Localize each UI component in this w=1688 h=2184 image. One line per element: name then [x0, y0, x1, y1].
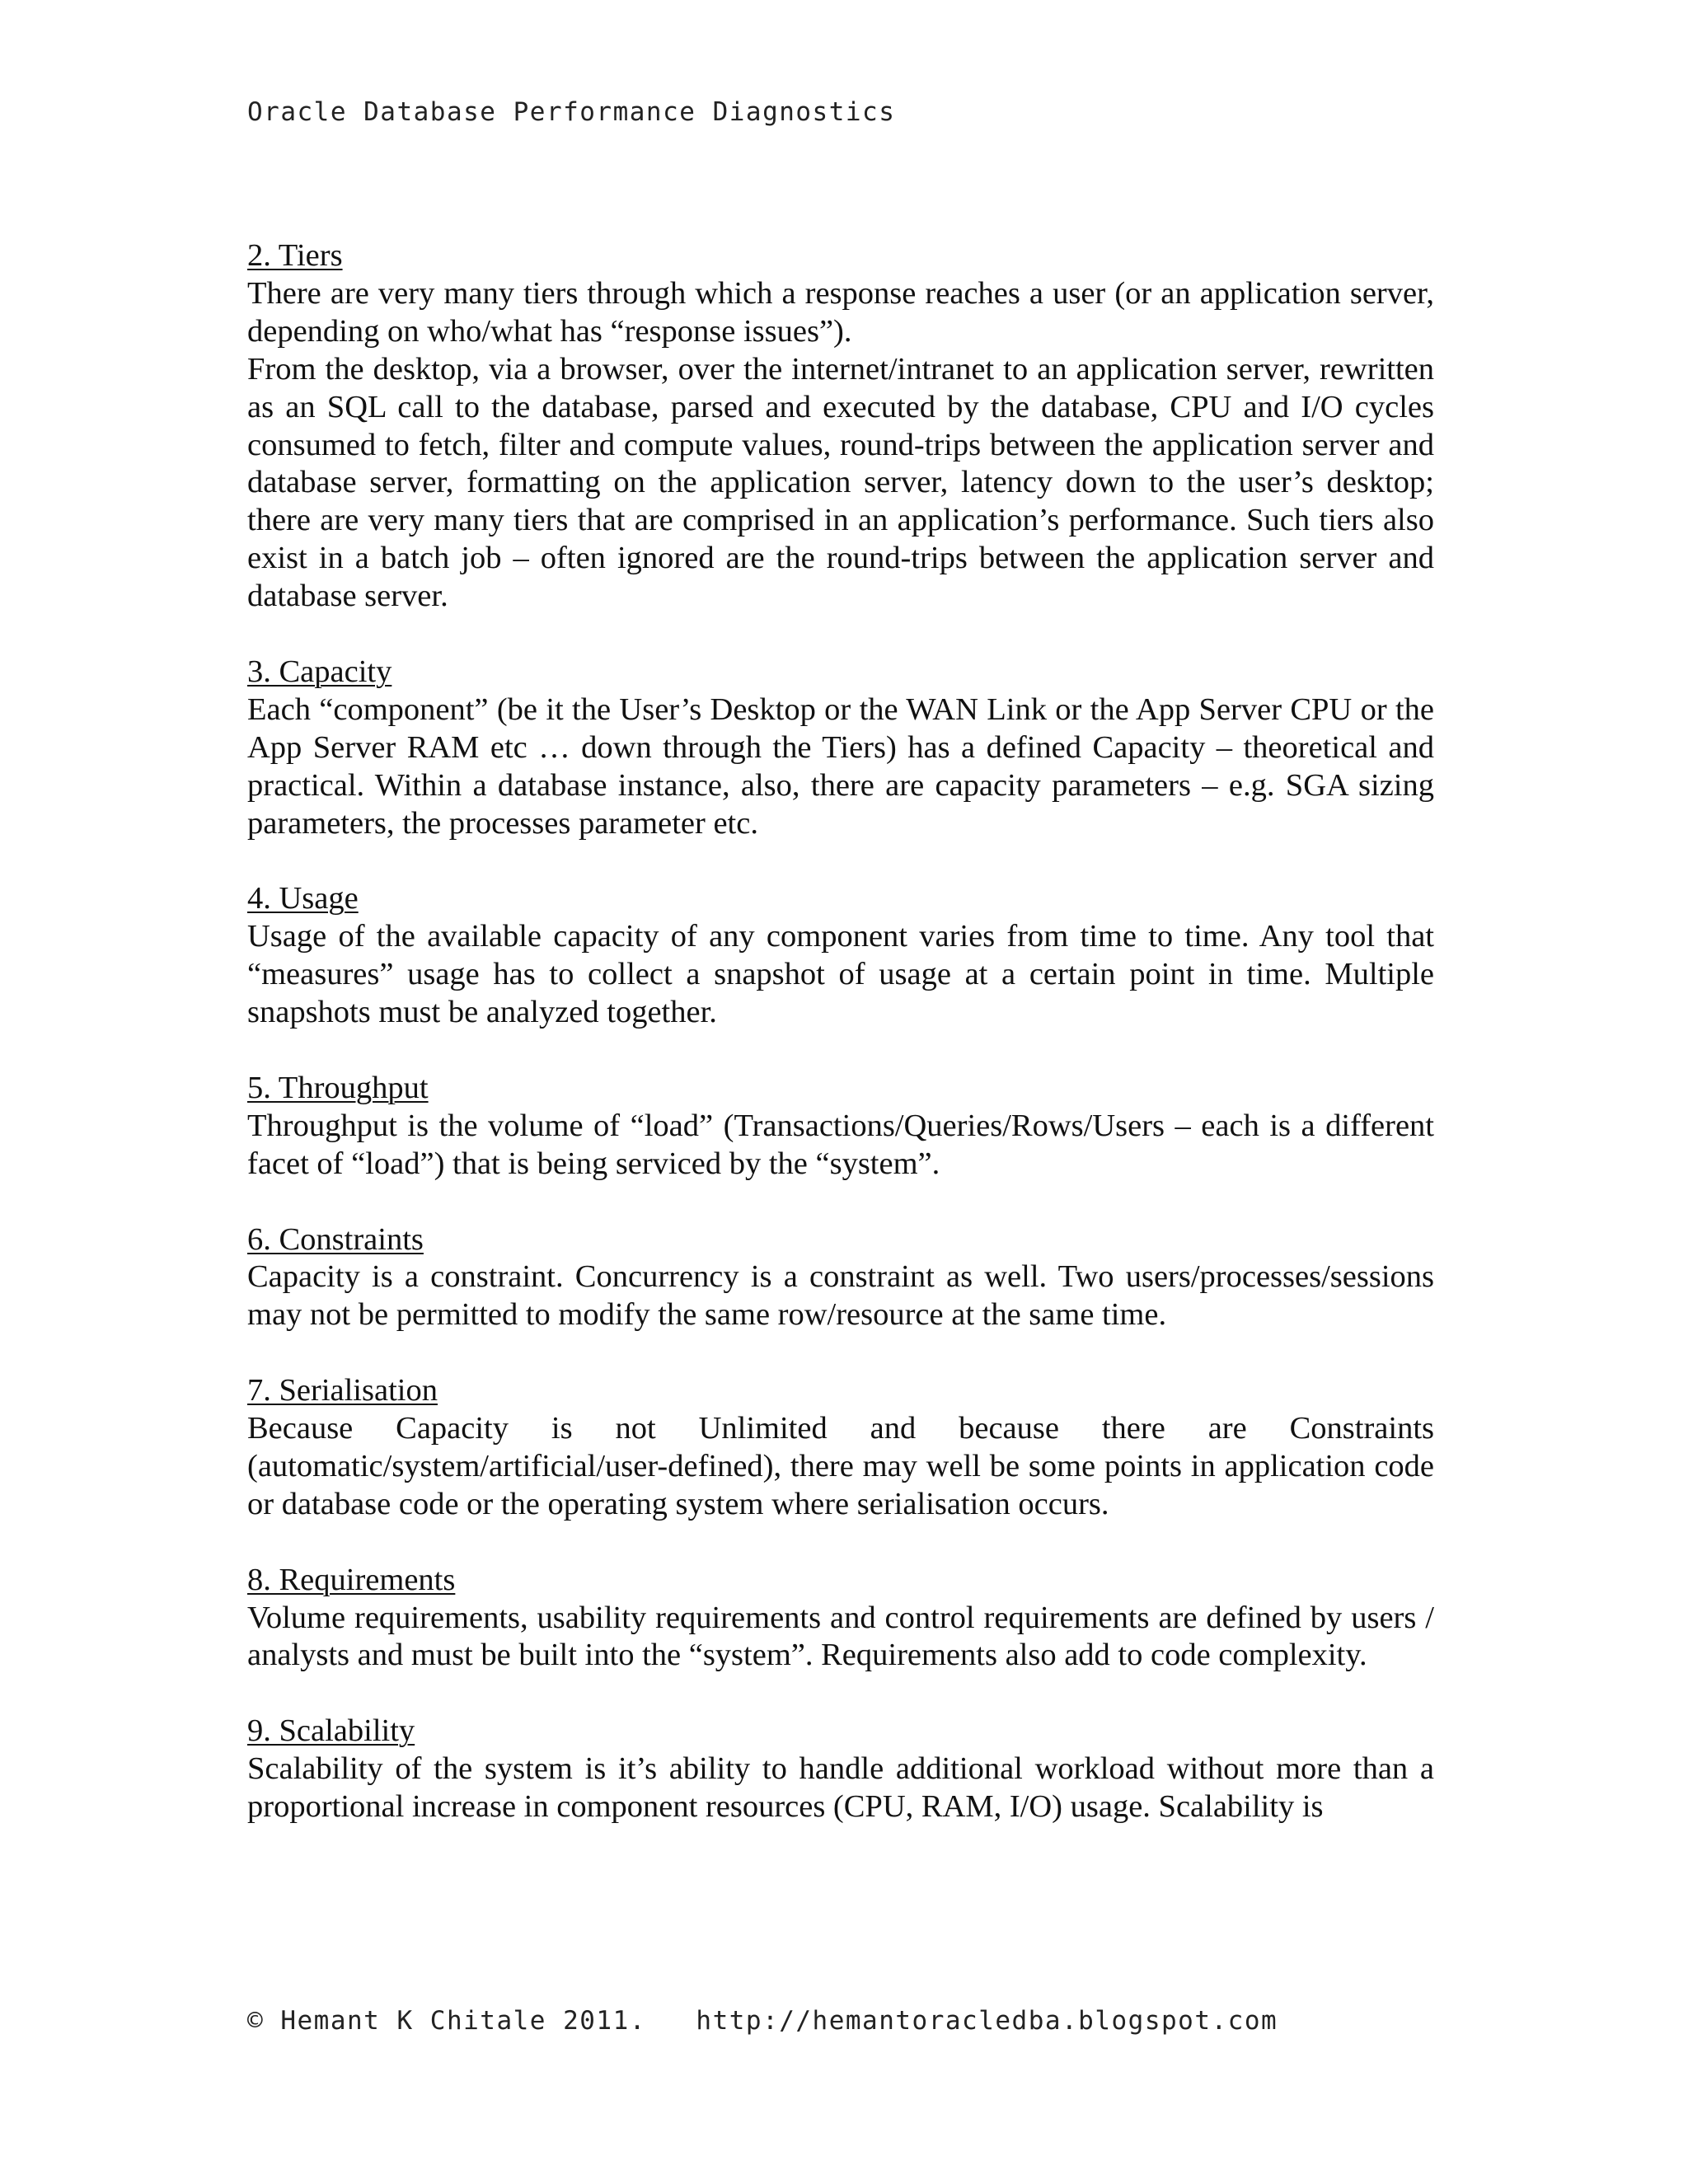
- section-usage: [247, 880, 1434, 1032]
- paragraph: There are very many tiers through which a response reaches a user (or an application server, depending on who/what has “response issues”).: [247, 275, 1434, 349]
- paragraph: Scalability of the system is it’s ability to handle additional workload without more than a proportional increase in component resources (CPU, RAM, I/O) usage. Scalability is: [247, 1751, 1434, 1825]
- document-body: [247, 237, 1434, 1864]
- section-heading: 9. Scalability: [247, 1713, 415, 1749]
- paragraph: Each “component” (be it the User’s Desktop or the WAN Link or the App Server CPU or the App Server RAM etc … down through the Tiers) has a defined Capacity – theoretical and practical. Within a database instance, also, there are capacity parameters – e.g. SGA sizing parameters, the processes parameter etc.: [247, 691, 1434, 841]
- section-throughput: [247, 1070, 1434, 1183]
- paragraph: Usage of the available capacity of any component varies from time to time. Any tool that “measures” usage has to collect a snapshot of usage at a certain point in time. Multiple snapshots must be analyzed together.: [247, 919, 1434, 1030]
- section-heading: 7. Serialisation: [247, 1373, 438, 1408]
- running-header: Oracle Database Performance Diagnostics: [247, 97, 896, 127]
- paragraph: Because Capacity is not Unlimited and because there are Constraints (automatic/system/artificial/user-defined), there may well be some points in application code or database code or the operating system where serialisation occurs.: [247, 1411, 1434, 1521]
- paragraph: Capacity is a constraint. Concurrency is a constraint as well. Two users/processes/sessions may not be permitted to modify the same row/resource at the same time.: [247, 1259, 1434, 1333]
- section-capacity: [247, 654, 1434, 843]
- section-heading: 2. Tiers: [247, 238, 343, 273]
- running-footer: © Hemant K Chitale 2011. http://hemantoracledba.blogspot.com: [247, 2006, 1278, 2036]
- section-serialisation: [247, 1372, 1434, 1524]
- section-scalability: [247, 1713, 1434, 1826]
- section-heading: 5. Throughput: [247, 1070, 429, 1105]
- section-constraints: [247, 1221, 1434, 1335]
- section-heading: 8. Requirements: [247, 1562, 456, 1597]
- section-heading: 4. Usage: [247, 881, 359, 916]
- section-requirements: [247, 1562, 1434, 1675]
- paragraph: Volume requirements, usability requirements and control requirements are defined by users / analysts and must be built into the “system”. Requirements also add to code complexity.: [247, 1600, 1434, 1673]
- section-tiers: [247, 237, 1434, 616]
- section-heading: 6. Constraints: [247, 1221, 424, 1257]
- paragraph: From the desktop, via a browser, over the internet/intranet to an application server, rewritten as an SQL call to the database, parsed and executed by the database, CPU and I/O cycles consumed to fetch, filter and compute values, round-trips between the application server and database server, formatting on the application server, latency down to the user’s desktop; there are very many tiers that are comprised in an application’s performance. Such tiers also exist in a batch job – often ignored are the round-trips between the application server and database server.: [247, 351, 1434, 614]
- section-heading: 3. Capacity: [247, 654, 392, 689]
- paragraph: Throughput is the volume of “load” (Transactions/Queries/Rows/Users – each is a different facet of “load”) that is being serviced by the “system”.: [247, 1108, 1434, 1181]
